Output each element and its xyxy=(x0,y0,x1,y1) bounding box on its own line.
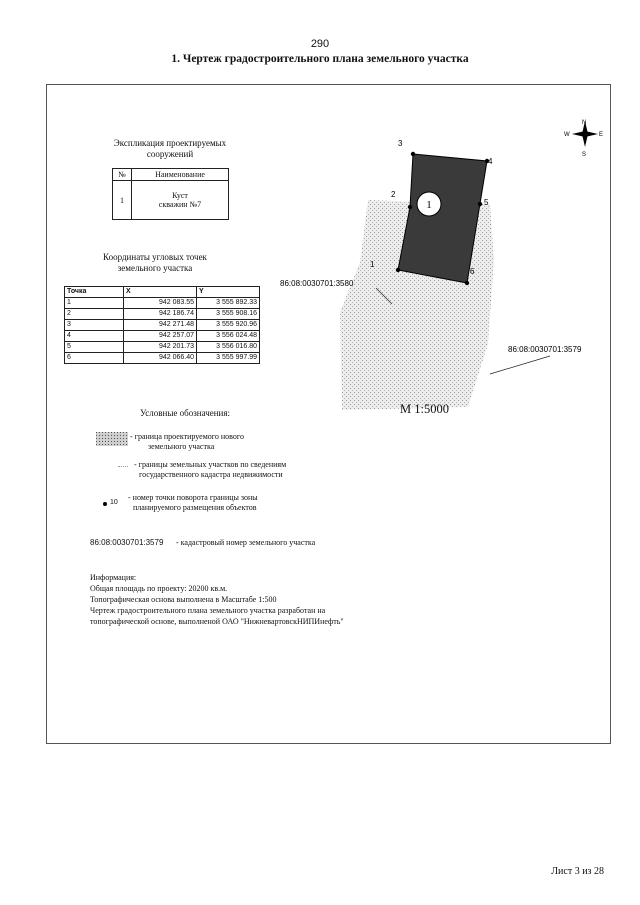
parcel-right-leader xyxy=(490,356,550,374)
col-point-header: Точка xyxy=(65,287,124,298)
compass-n-label: N xyxy=(582,120,587,126)
parcel-left-label: 86:08:0030701:3580 xyxy=(280,279,354,288)
cell-y: 3 556 016.80 xyxy=(197,342,260,353)
coordinates-caption-line2: земельного участка xyxy=(117,263,193,273)
explication-caption-line1: Экспликация проектируемых xyxy=(113,138,227,148)
cell-x: 942 186.74 xyxy=(124,309,197,320)
map-scale: М 1:5000 xyxy=(400,402,449,416)
legend-item-cadastral: - кадастровый номер земельного участка xyxy=(176,538,316,547)
explication-caption-line2: сооружений xyxy=(146,149,194,159)
cell-x: 942 271.48 xyxy=(124,320,197,331)
info-line2: Топографическая основа выполнена в Масштабе 1:500 xyxy=(90,595,277,604)
info-block xyxy=(90,572,344,627)
compass-w-label: W xyxy=(564,132,570,138)
cell-x: 942 083.55 xyxy=(124,298,197,309)
table-row xyxy=(65,320,260,331)
page-number: 290 xyxy=(310,38,330,50)
info-line3: Чертеж градостроительного плана земельного участка разработан на xyxy=(90,606,326,615)
cell-point: 3 xyxy=(65,320,124,331)
legend-cadastral-code: 86:08:0030701:3579 xyxy=(90,538,164,547)
cell-name-line2: скважин №7 xyxy=(158,200,202,209)
cell-point: 6 xyxy=(65,353,124,364)
info-line1: Общая площадь по проекту: 20200 кв.м. xyxy=(90,584,228,593)
explication-caption xyxy=(96,138,244,160)
cell-y: 3 556 024.48 xyxy=(197,331,260,342)
cell-y: 3 555 997.99 xyxy=(197,353,260,364)
col-no-header: № xyxy=(113,169,132,181)
col-x-header: X xyxy=(124,287,197,298)
compass-s-label: S xyxy=(582,152,587,158)
cell-y: 3 555 920.96 xyxy=(197,320,260,331)
coordinates-caption-line1: Координаты угловых точек xyxy=(103,252,207,262)
point-6-marker xyxy=(465,281,469,285)
cell-point: 4 xyxy=(65,331,124,342)
coordinates-table xyxy=(64,286,260,364)
legend-item-new-plot xyxy=(130,432,244,452)
cell-x: 942 201.73 xyxy=(124,342,197,353)
point-1-label: 1 xyxy=(370,260,375,269)
compass-rose xyxy=(564,120,603,158)
legend-item3-line1: - номер точки поворота границы зоны xyxy=(128,493,258,502)
point-3-marker xyxy=(411,152,415,156)
table-row xyxy=(65,353,260,364)
point-4-label: 4 xyxy=(488,157,493,166)
legend-swatch-cadastre xyxy=(118,466,128,467)
table-row xyxy=(65,298,260,309)
cell-name xyxy=(132,181,229,220)
info-line4: топографической основе, выполненой ОАО "НижневартовскНИПИнефть" xyxy=(90,617,344,626)
cell-x: 942 257.07 xyxy=(124,331,197,342)
table-row xyxy=(113,181,229,220)
cell-y: 3 555 892.33 xyxy=(197,298,260,309)
legend-item2-line2: государственного кадастра недвижимости xyxy=(139,470,283,479)
page-title: 1. Чертеж градостроительного плана земельного участка xyxy=(171,53,469,65)
table-header-row xyxy=(113,169,229,181)
land-plot-map xyxy=(258,112,610,422)
legend-item2-line1: - границы земельных участков по сведениям xyxy=(134,460,287,469)
info-title: Информация: xyxy=(90,573,137,582)
point-3-label: 3 xyxy=(398,139,403,148)
legend-item-turn-point xyxy=(128,493,258,513)
col-name-header: Наименование xyxy=(132,169,229,181)
legend-item1-line1: - граница проектируемого нового xyxy=(130,432,244,441)
col-y-header: Y xyxy=(197,287,260,298)
table-header-row xyxy=(65,287,260,298)
point-5-label: 5 xyxy=(484,198,489,207)
legend-point-number: 10 xyxy=(110,499,118,506)
sheet-number: Лист 3 из 28 xyxy=(551,866,604,877)
explication-table xyxy=(112,168,229,220)
legend-title: Условные обозначения: xyxy=(140,408,231,418)
cell-name-line1: Куст xyxy=(172,191,188,200)
legend-point-dot xyxy=(103,502,107,506)
cell-y: 3 555 908.16 xyxy=(197,309,260,320)
point-2-marker xyxy=(408,205,412,209)
compass-e-label: E xyxy=(599,132,604,138)
point-6-label: 6 xyxy=(470,267,475,276)
table-row xyxy=(65,309,260,320)
point-2-label: 2 xyxy=(391,190,396,199)
legend-item-cadastre xyxy=(134,460,286,480)
table-row xyxy=(65,342,260,353)
cell-point: 5 xyxy=(65,342,124,353)
point-1-marker xyxy=(396,268,400,272)
table-row xyxy=(65,331,260,342)
legend-item1-line2: земельного участка xyxy=(148,442,215,451)
coordinates-caption xyxy=(80,252,230,274)
parcel-right-label: 86:08:0030701:3579 xyxy=(508,345,582,354)
cell-x: 942 066.40 xyxy=(124,353,197,364)
legend-item3-line2: планируемого размещения объектов xyxy=(133,503,257,512)
cell-point: 1 xyxy=(65,298,124,309)
object-label: 1 xyxy=(426,199,432,211)
cell-point: 2 xyxy=(65,309,124,320)
legend-swatch-new-plot xyxy=(96,432,128,446)
point-5-marker xyxy=(478,202,482,206)
cell-no: 1 xyxy=(113,181,132,220)
